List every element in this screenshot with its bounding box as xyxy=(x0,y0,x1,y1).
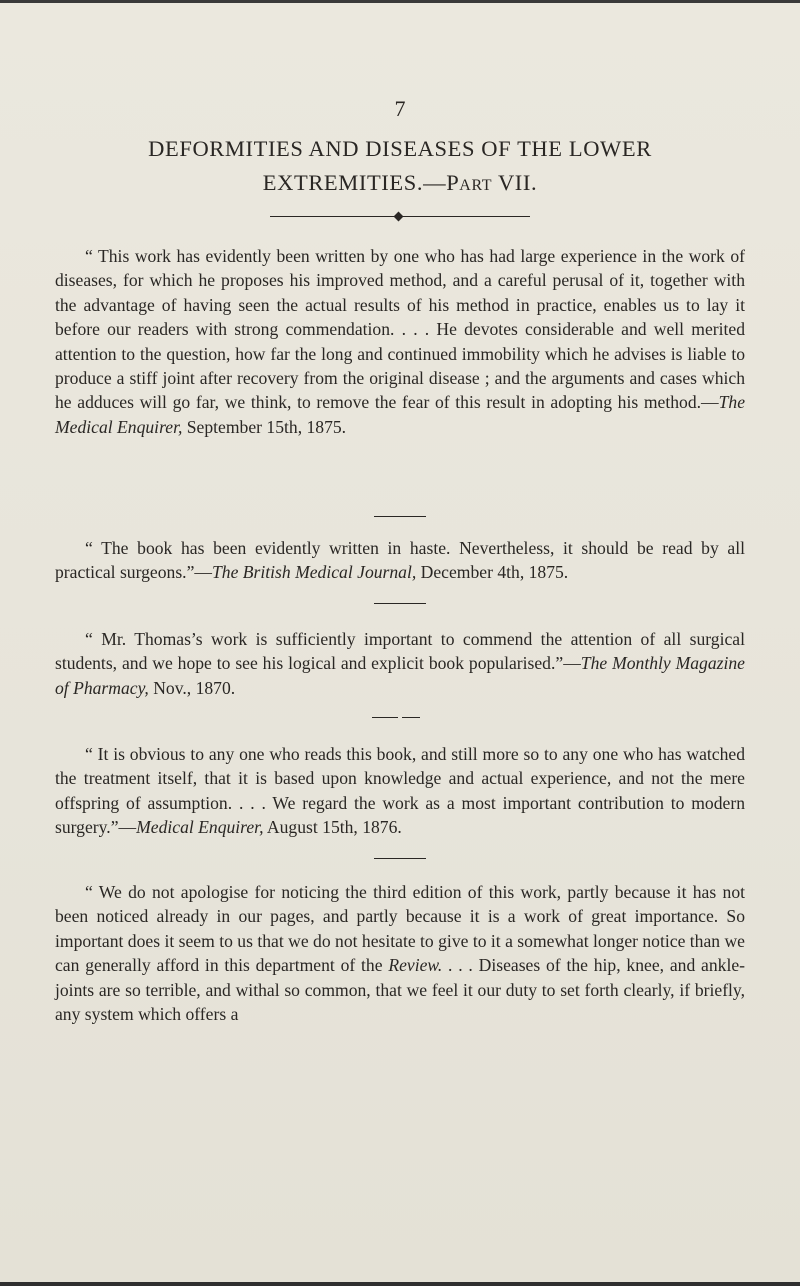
review-date: August 15th, 1876. xyxy=(263,817,402,838)
review-text: “ The book has been evidently written in haste. Nevertheless, it should be read by all practical surgeons.”— xyxy=(55,538,745,583)
review-text: “ It is obvious to any one who reads this book, and still more so to any one who has watched the treatment itself, that it is based upon knowledge and actual experience, and not the mere offspring of assumption. . . . We regard the work as a most important contribution to modern surgery.”— xyxy=(55,744,745,838)
separator-rule xyxy=(374,516,426,517)
review-date: September 15th, 1875. xyxy=(182,416,347,437)
top-edge-rule xyxy=(0,0,800,3)
separator-rule xyxy=(374,858,426,859)
review-italic: Review. xyxy=(388,955,443,976)
review-source: Medical Enquirer, xyxy=(136,817,264,838)
page-number: 7 xyxy=(394,96,406,121)
review-date: December 4th, 1875. xyxy=(416,562,569,583)
review-text: “ Mr. Thomas’s work is sufficiently important to commend the attention of all surgical students, and we hope to see his logical and explicit book popularised.”— xyxy=(55,629,745,674)
diamond-icon xyxy=(394,212,404,222)
review-text-continued: . . . Diseases of the hip, knee, and ankle-joints are so terrible, and withal so common, that we feel it our duty to set forth clearly, if briefly, any system which offers a xyxy=(55,955,746,1025)
review-quote-2 xyxy=(55,536,745,585)
title-line-2-main: EXTREMITIES.— xyxy=(262,170,447,195)
section-title xyxy=(40,132,760,200)
review-date: Nov., 1870. xyxy=(148,677,236,698)
review-text: “ We do not apologise for noticing the third edition of this work, partly because it has not been noticed already in our pages, and partly because it is a work of great importance. So important does it seem to us that we do not hesitate to give to it a somewhat longer notice than we can generally afford in this department of the xyxy=(55,882,745,976)
review-quote-4 xyxy=(55,742,745,840)
review-source: The Medical Enquirer, xyxy=(55,392,745,437)
diamond-rule-ornament xyxy=(270,212,530,222)
review-quote-5 xyxy=(55,880,745,1026)
separator-rule xyxy=(372,717,420,718)
separator-rule xyxy=(374,603,426,604)
title-part-label: Part VII. xyxy=(446,170,538,195)
review-text: “ This work has evidently been written by one who has had large experience in the work of diseases, for which he proposes his improved method, and a careful perusal of it, together with the advantage of having seen the actual results of his method in practice, enables us to lay it before our readers with strong commendation. . . . He devotes considerable and well merited attention to the question, how far the long and continued immobility which he advises is liable to produce a stiff joint after recovery from the original disease ; and the arguments and cases which he adduces will go far, we think, to remove the fear of this result in adopting his method.— xyxy=(55,246,745,413)
review-quote-3 xyxy=(55,627,745,700)
bottom-edge-rule xyxy=(0,1282,800,1286)
title-line-2 xyxy=(40,166,760,200)
review-source: The Monthly Magazine of Pharmacy, xyxy=(55,653,745,698)
title-line-1: DEFORMITIES AND DISEASES OF THE LOWER xyxy=(148,136,652,161)
review-source: The British Medical Journal, xyxy=(212,562,417,583)
review-quote-1 xyxy=(55,244,745,439)
